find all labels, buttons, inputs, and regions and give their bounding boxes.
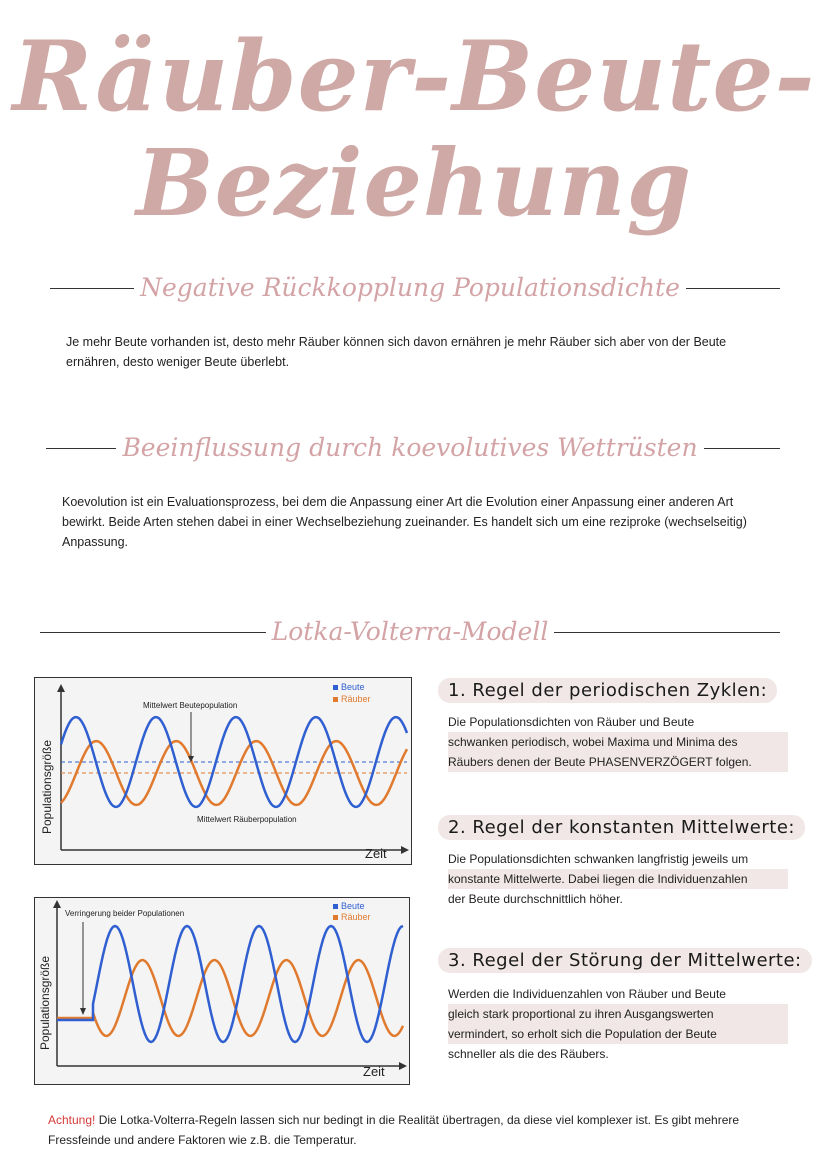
legend-swatch-beute (333, 685, 338, 690)
legend-swatch-raeuber (333, 697, 338, 702)
annotation-reduction: Verringerung beider Populationen (65, 909, 185, 918)
rule-1-heading (438, 680, 777, 701)
legend-swatch-beute (333, 904, 338, 909)
rule-1-line-1: Die Populationsdichten von Räuber und Beute (448, 715, 695, 729)
rule-2-text (448, 849, 788, 909)
rule-2-line-2: konstante Mittelwerte. Dabei liegen die Individuenzahlen (448, 869, 788, 889)
rule-3-title: 3. Regel der Störung der Mittelwerte: (438, 948, 812, 973)
annotation-mean-raeuber: Mittelwert Räuberpopulation (197, 815, 297, 824)
chart-2-svg (35, 898, 409, 1084)
warning-note (48, 1110, 788, 1150)
rule-1-text (448, 712, 788, 772)
chart-periodic-cycles (34, 677, 412, 865)
warning-text: Die Lotka-Volterra-Regeln lassen sich nur bedingt in die Realität übertragen, da diese viel komplexer ist. Es gibt mehrere Fressfeinde und andere Faktoren wie z.B. die Temperatur. (48, 1113, 740, 1147)
section-heading-text: Negative Rückkopplung Populationsdichte (134, 273, 686, 302)
chart-disturbance (34, 897, 410, 1085)
y-axis-label: Populationsgröße (38, 955, 52, 1050)
section-heading-text: Lotka-Volterra-Modell (266, 617, 555, 646)
page-title-line-1: Räuber-Beute- (12, 20, 816, 133)
rule-3-line-2: gleich stark proportional zu ihren Ausgangswerten (448, 1004, 788, 1024)
legend-label-beute: Beute (341, 901, 365, 911)
legend-swatch-raeuber (333, 915, 338, 920)
annotation-arrow-icon (188, 756, 194, 762)
series-beute-line (57, 926, 403, 1042)
y-axis-arrow-icon (53, 900, 61, 908)
rule-3-line-3: vermindert, so erholt sich die Population der Beute (448, 1024, 788, 1044)
x-axis-label: Zeit (363, 1064, 385, 1079)
legend-label-beute: Beute (341, 682, 365, 692)
section-heading-lotka-volterra (40, 617, 780, 647)
annotation-mean-beute: Mittelwert Beutepopulation (143, 701, 238, 710)
y-axis-arrow-icon (57, 684, 65, 692)
section-heading-coevolution (40, 433, 780, 463)
x-axis-arrow-icon (399, 1062, 407, 1070)
y-axis-label: Populationsgröße (40, 739, 54, 834)
rule-1-line-3: Räubers denen der Beute PHASENVERZÖGERT folgen. (448, 752, 788, 772)
warning-label: Achtung! (48, 1113, 96, 1127)
rule-3-line-1: Werden die Individuenzahlen von Räuber und Beute (448, 987, 726, 1001)
annotation-arrow-icon (80, 1008, 86, 1015)
section-text-negative-feedback: Je mehr Beute vorhanden ist, desto mehr Räuber können sich davon ernähren je mehr Räuber sich aber von der Beute ernähren, desto weniger Beute überlebt. (66, 335, 727, 369)
rule-2-heading (438, 817, 805, 838)
legend-label-raeuber: Räuber (341, 694, 371, 704)
rule-1-title: 1. Regel der periodischen Zyklen: (438, 678, 777, 703)
rule-2-line-3: der Beute durchschnittlich höher. (448, 892, 623, 906)
x-axis-arrow-icon (401, 846, 409, 854)
section-heading-text: Beeinflussung durch koevolutives Wettrüsten (116, 433, 703, 462)
rule-2-line-1: Die Populationsdichten schwanken langfristig jeweils um (448, 852, 749, 866)
rule-3-line-4: schneller als die des Räubers. (448, 1047, 609, 1061)
rule-1-line-2: schwanken periodisch, wobei Maxima und Minima des (448, 732, 788, 752)
section-text-coevolution: Koevolution ist ein Evaluationsprozess, bei dem die Anpassung einer Art die Evolution einer Anpassung einer anderen Art bewirkt. Beide Arten stehen dabei in einer Wechselbeziehung zueinander. Es handelt sich um eine reziproke (wechselseitig) Anpassung. (62, 495, 747, 549)
legend-label-raeuber: Räuber (341, 912, 371, 922)
chart-1-svg (35, 678, 411, 864)
rule-2-title: 2. Regel der konstanten Mittelwerte: (438, 815, 805, 840)
section-heading-negative-feedback (40, 273, 780, 303)
rule-3-heading (438, 950, 812, 971)
page-title-line-2: Beziehung (135, 129, 692, 237)
x-axis-label: Zeit (365, 846, 387, 861)
rule-3-text (448, 984, 788, 1064)
